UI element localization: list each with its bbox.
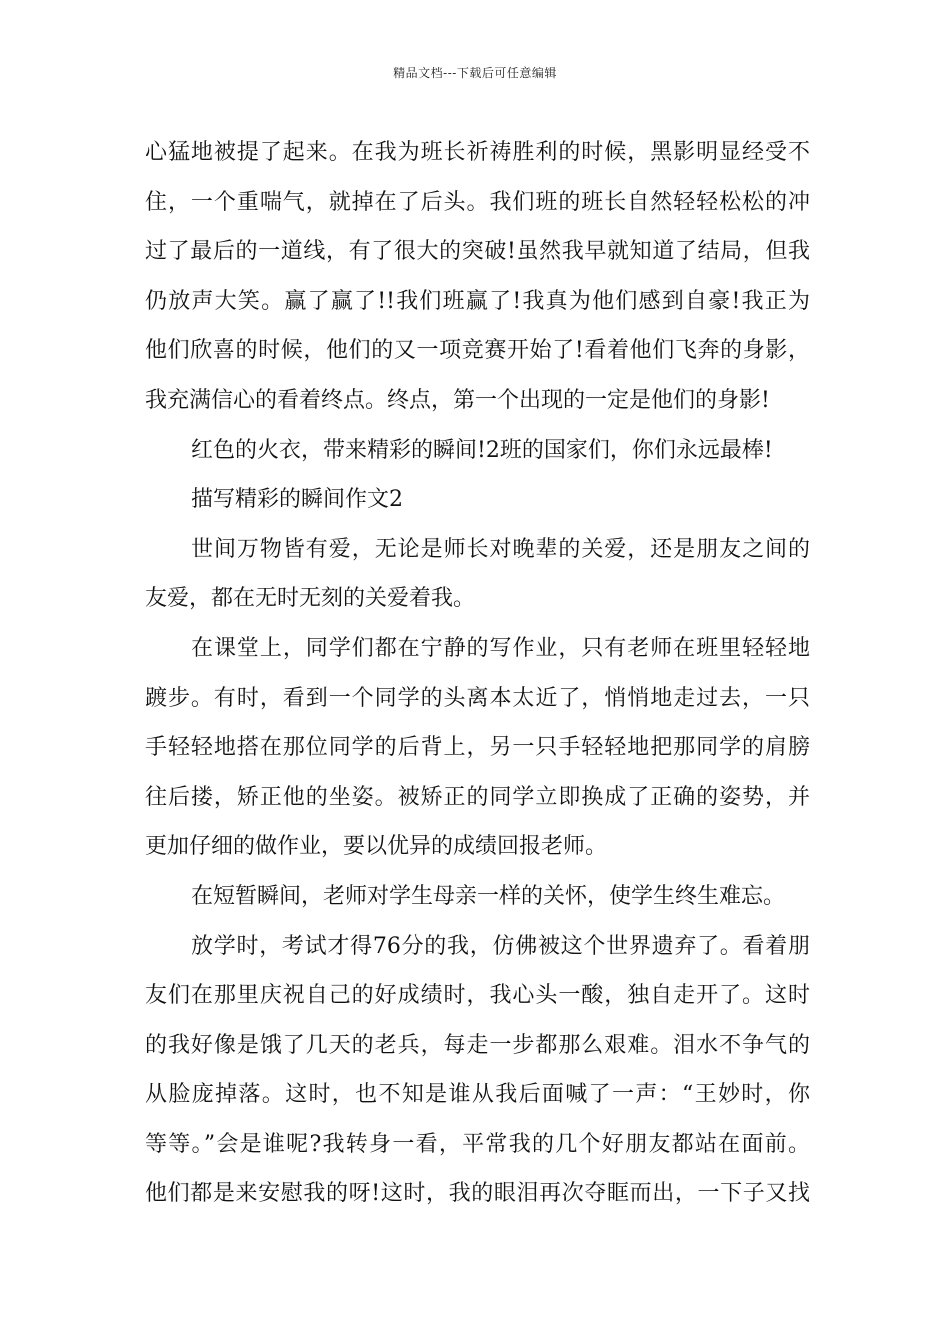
text-line: 红色的火衣，带来精彩的瞬间!2班的国家们，你们永远最棒!	[191, 437, 773, 463]
text-line: 往后搂，矫正他的坐姿。被矫正的同学立即换成了正确的姿势，并	[145, 784, 810, 810]
text-line: 在课堂上，同学们都在宁静的写作业，只有老师在班里轻轻地	[191, 635, 810, 661]
text-line: 友爱，都在无时无刻的关爱着我。	[145, 586, 476, 612]
text-line: 过了最后的一道线，有了很大的突破!虽然我早就知道了结局，但我	[145, 239, 810, 265]
text-line: 他们欣喜的时候，他们的又一项竞赛开始了!看着他们飞奔的身影，	[145, 338, 810, 364]
text-line: 友们在那里庆祝自己的好成绩时，我心头一酸，独自走开了。这时	[145, 983, 810, 1009]
text-line: 放学时，考试才得76分的我，仿佛被这个世界遗弃了。看着朋	[191, 933, 810, 959]
text-line: 他们都是来安慰我的呀!这时，我的眼泪再次夺眶而出，一下子又找	[145, 1181, 810, 1207]
text-line: 在短暂瞬间，老师对学生母亲一样的关怀，使学生终生难忘。	[191, 883, 786, 909]
text-line: 手轻轻地搭在那位同学的后背上，另一只手轻轻地把那同学的肩膀	[145, 735, 810, 761]
text-line: 心猛地被提了起来。在我为班长祈祷胜利的时候，黑影明显经受不	[145, 140, 810, 165]
text-line: 的我好像是饿了几天的老兵，每走一步都那么艰难。泪水不争气的	[145, 1032, 810, 1058]
text-line: 世间万物皆有爱，无论是师长对晚辈的关爱，还是朋友之间的	[191, 536, 810, 562]
text-line: 更加仔细的做作业，要以优异的成绩回报老师。	[145, 834, 608, 860]
page-header: 精品文档---下载后可任意编辑	[393, 66, 557, 80]
text-line: 等等。”会是谁呢?我转身一看，平常我的几个好朋友都站在面前。	[145, 1131, 810, 1157]
text-line: 仍放声大笑。赢了赢了!!我们班赢了!我真为他们感到自豪!我正为	[145, 288, 810, 314]
text-line: 从脸庞掉落。这时，也不知是谁从我后面喊了一声：“王妙时，你	[145, 1082, 810, 1108]
document-body	[145, 128, 810, 1219]
text-line: 描写精彩的瞬间作文2	[191, 487, 403, 513]
text-line: 我充满信心的看着终点。终点，第一个出现的一定是他们的身影!	[145, 387, 770, 413]
text-line: 踱步。有时，看到一个同学的头离本太近了，悄悄地走过去，一只	[145, 685, 810, 711]
text-line: 住，一个重喘气，就掉在了后头。我们班的班长自然轻轻松松的冲	[145, 189, 810, 215]
